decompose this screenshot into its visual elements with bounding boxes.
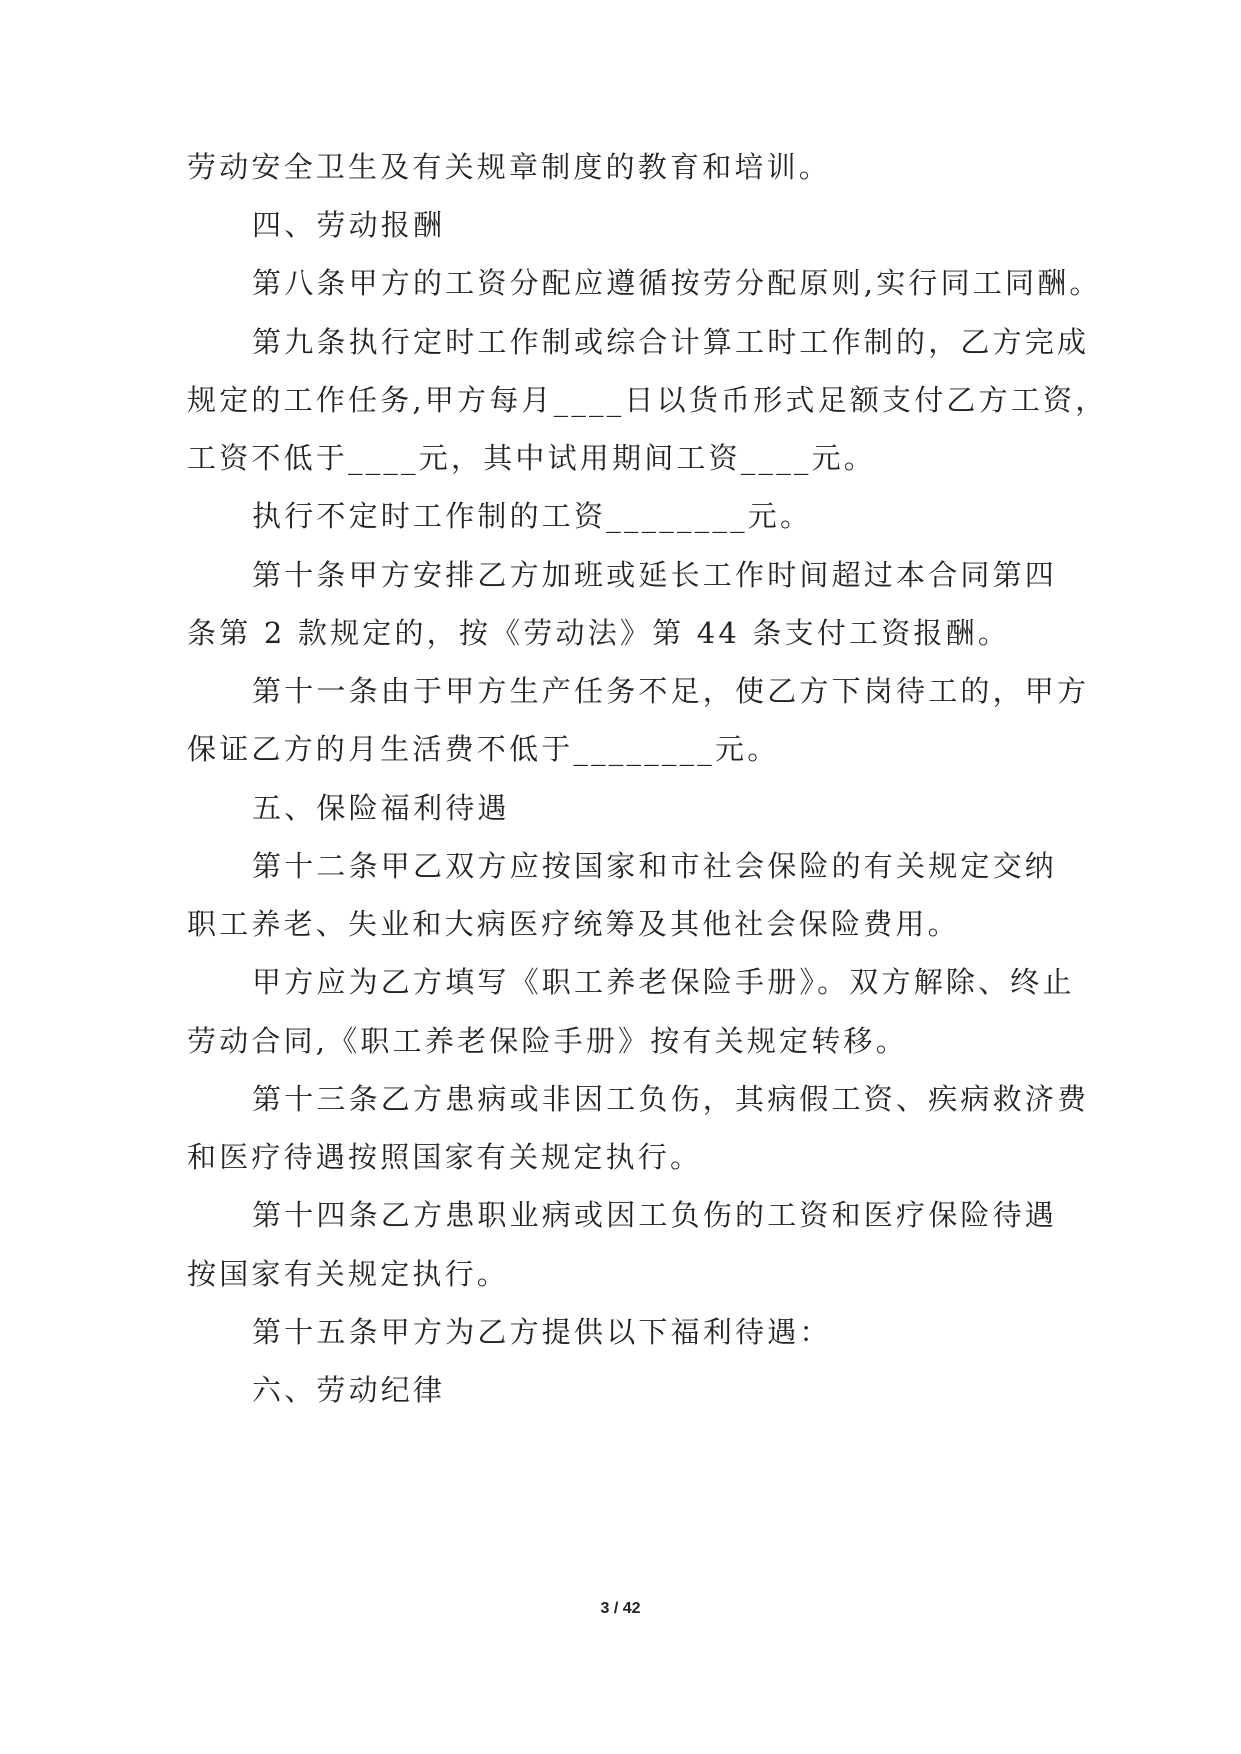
- section-heading-6: 六、劳动纪律: [252, 1373, 446, 1407]
- pension-handbook-line-2: 劳动合同,《职工养老保险手册》按有关规定转移。: [187, 1024, 908, 1058]
- irregular-hours-wage-line: 执行不定时工作制的工资________元。: [252, 499, 813, 533]
- pension-handbook-line-1: 甲方应为乙方填写《职工养老保险手册》。双方解除、终止: [252, 965, 1075, 999]
- page-number: 3 / 42: [600, 1600, 641, 1617]
- section-heading-5: 五、保险福利待遇: [252, 791, 510, 825]
- article-10-line-1: 第十条甲方安排乙方加班或延长工作时间超过本合同第四: [252, 558, 1058, 592]
- article-9-line-2: 规定的工作任务,甲方每月____日以货币形式足额支付乙方工资，: [187, 383, 1108, 417]
- article-12-line-2: 职工养老、失业和大病医疗统筹及其他社会保险费用。: [187, 907, 960, 941]
- article-12-line-1: 第十二条甲乙双方应按国家和市社会保险的有关规定交纳: [252, 849, 1058, 883]
- article-9-line-1: 第九条执行定时工作制或综合计算工时工作制的，乙方完成: [252, 325, 1090, 359]
- article-14-line-2: 按国家有关规定执行。: [187, 1257, 510, 1291]
- article-15: 第十五条甲方为乙方提供以下福利待遇：: [252, 1315, 832, 1349]
- article-14-line-1: 第十四条乙方患职业病或因工负伤的工资和医疗保险待遇: [252, 1198, 1058, 1232]
- article-10-line-2: 条第 2 款规定的，按《劳动法》第 44 条支付工资报酬。: [187, 616, 1011, 650]
- section-heading-4: 四、劳动报酬: [252, 208, 446, 242]
- article-11-line-1: 第十一条由于甲方生产任务不足，使乙方下岗待工的，甲方: [252, 674, 1090, 708]
- body-line-1: 劳动安全卫生及有关规章制度的教育和培训。: [187, 150, 832, 184]
- article-13-line-2: 和医疗待遇按照国家有关规定执行。: [187, 1140, 703, 1174]
- article-9-line-3: 工资不低于____元，其中试用期间工资____元。: [187, 441, 877, 475]
- article-8: 第八条甲方的工资分配应遵循按劳分配原则,实行同工同酬。: [252, 266, 1102, 300]
- article-13-line-1: 第十三条乙方患病或非因工负伤，其病假工资、疾病救济费: [252, 1082, 1090, 1116]
- article-11-line-2: 保证乙方的月生活费不低于________元。: [187, 732, 780, 766]
